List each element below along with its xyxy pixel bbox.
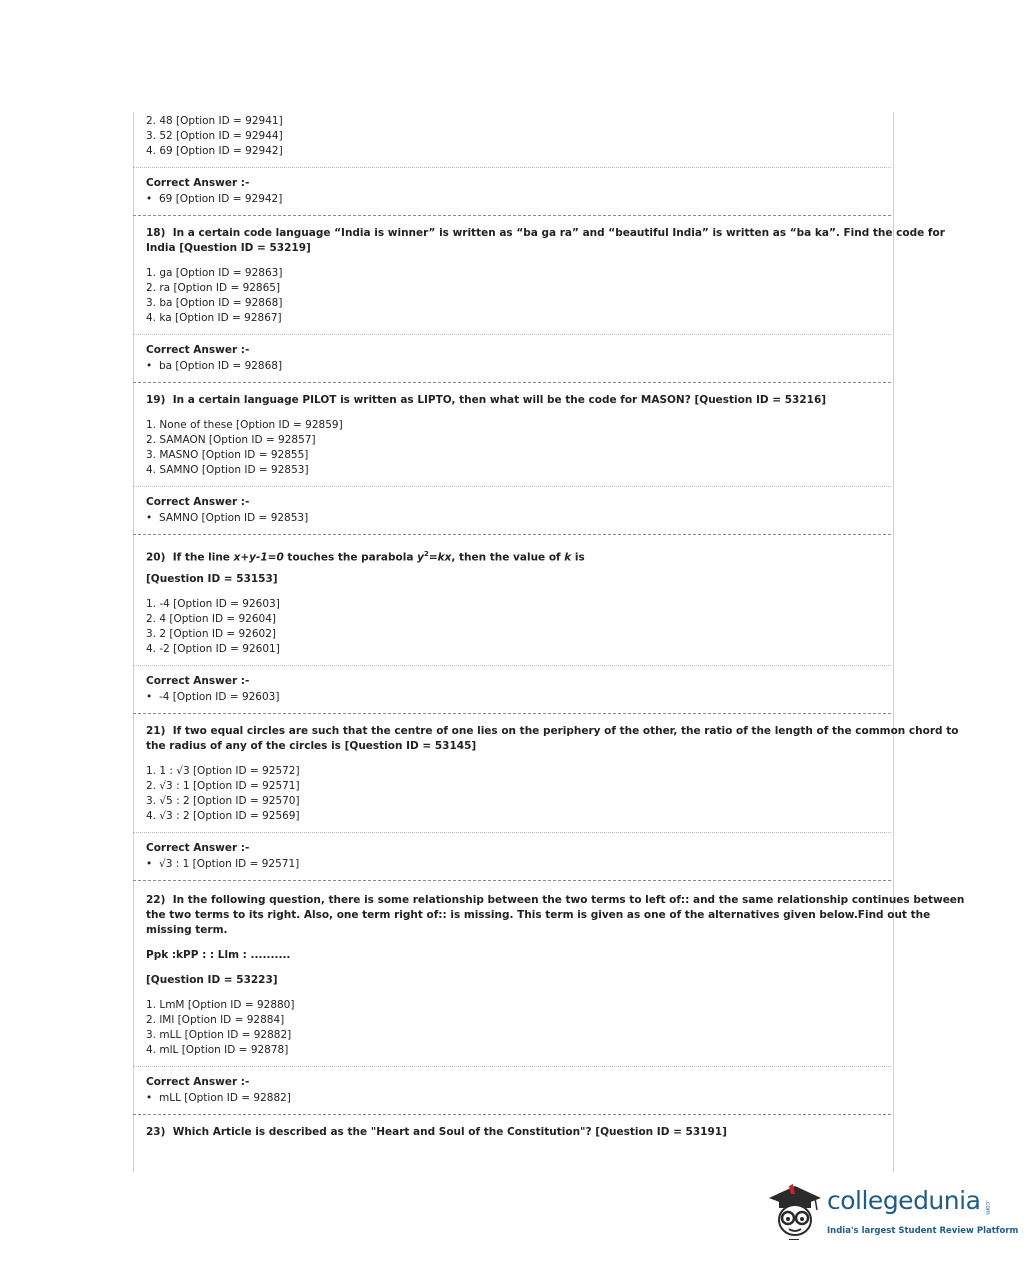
question-separator <box>133 713 891 714</box>
option: 1. None of these [Option ID = 92859] <box>146 419 343 431</box>
question-id: [Question ID = 53223] <box>146 974 278 986</box>
question-id: [Question ID = 53153] <box>146 573 278 585</box>
bullet-icon: • <box>146 360 153 372</box>
q22-options <box>146 998 878 1058</box>
option: 2. lMl [Option ID = 92884] <box>146 1014 285 1026</box>
question-number: 23) <box>146 1126 166 1138</box>
option: 2. ra [Option ID = 92865] <box>146 282 281 294</box>
brand-name: collegedunia <box>827 1186 981 1215</box>
q19-options <box>146 418 878 478</box>
question-19 <box>146 393 878 408</box>
option: 3. mLL [Option ID = 92882] <box>146 1029 292 1041</box>
correct-answer: • mLL [Option ID = 92882] <box>146 1092 291 1104</box>
option: 3. MASNO [Option ID = 92855] <box>146 449 309 461</box>
q20-options <box>146 597 878 657</box>
bullet-icon: • <box>146 193 153 205</box>
bullet-icon: • <box>146 858 153 870</box>
correct-answer: • ba [Option ID = 92868] <box>146 360 283 372</box>
collegedunia-logo <box>765 1176 1019 1246</box>
bullet-icon: • <box>146 1092 153 1104</box>
correct-answer-label: Correct Answer :- <box>146 842 250 854</box>
question-23 <box>146 1125 878 1140</box>
option: 2. 4 [Option ID = 92604] <box>146 613 277 625</box>
correct-answer: • 69 [Option ID = 92942] <box>146 193 283 205</box>
question-text: the two terms to its right. Also, one term right of:: is missing. This term is given as one of the alternatives given below.Find out the <box>146 909 931 921</box>
question-separator <box>133 880 891 881</box>
q18-options <box>146 266 878 326</box>
divider <box>133 832 891 833</box>
correct-answer-label: Correct Answer :- <box>146 1076 250 1088</box>
correct-answer-label: Correct Answer :- <box>146 344 250 356</box>
divider <box>133 486 891 487</box>
divider <box>133 334 891 335</box>
question-number: 19) <box>146 394 166 406</box>
brand-tagline: India's largest Student Review Platform <box>827 1226 1019 1236</box>
question-18 <box>146 226 945 256</box>
question-number: 21) <box>146 725 166 737</box>
option: 3. 2 [Option ID = 92602] <box>146 628 277 640</box>
analogy: Ppk :kPP : : Llm : .......... <box>146 949 291 961</box>
correct-answer-label: Correct Answer :- <box>146 496 250 508</box>
correct-answer: • SAMNO [Option ID = 92853] <box>146 512 309 524</box>
question-separator <box>133 382 891 383</box>
bullet-icon: • <box>146 512 153 524</box>
option: 4. √3 : 2 [Option ID = 92569] <box>146 810 300 822</box>
option: 3. ba [Option ID = 92868] <box>146 297 283 309</box>
option: 4. 69 [Option ID = 92942] <box>146 145 283 157</box>
option: 4. SAMNO [Option ID = 92853] <box>146 464 309 476</box>
option: 3. √5 : 2 [Option ID = 92570] <box>146 795 300 807</box>
question-text: In a certain language PILOT is written as LIPTO, then what will be the code for MASON? [Question ID = 53216] <box>172 394 827 406</box>
question-text: Which Article is described as the "Heart and Soul of the Constitution"? [Question ID = 53191] <box>172 1126 727 1138</box>
option: 4. -2 [Option ID = 92601] <box>146 643 280 655</box>
mascot-icon <box>765 1180 825 1240</box>
option: 1. 1 : √3 [Option ID = 92572] <box>146 765 300 777</box>
option: 2. 48 [Option ID = 92941] <box>146 115 283 127</box>
question-text: If two equal circles are such that the centre of one lies on the periphery of the other, the ratio of the length of the common chord to <box>172 725 959 737</box>
option: 4. ka [Option ID = 92867] <box>146 312 282 324</box>
option: 1. LmM [Option ID = 92880] <box>146 999 295 1011</box>
correct-answer-label: Correct Answer :- <box>146 177 250 189</box>
question-text: In the following question, there is some relationship between the two terms to left of:: and the same relationship continues between <box>172 894 965 906</box>
question-text: missing term. <box>146 924 228 936</box>
divider <box>133 1066 891 1067</box>
question-22 <box>146 893 965 988</box>
question-text: In a certain code language “India is winner” is written as “ba ga ra” and “beautiful India” is written as “ba ka”. Find the code for <box>172 227 945 239</box>
question-number: 20) <box>146 551 166 564</box>
option: 1. ga [Option ID = 92863] <box>146 267 283 279</box>
question-text: the radius of any of the circles is [Question ID = 53145] <box>146 740 477 752</box>
q21-options <box>146 764 878 824</box>
correct-answer-label: Correct Answer :- <box>146 675 250 687</box>
question-text: India [Question ID = 53219] <box>146 242 311 254</box>
brand-suffix: .com <box>984 1200 991 1215</box>
option: 2. √3 : 1 [Option ID = 92571] <box>146 780 300 792</box>
option: 2. SAMAON [Option ID = 92857] <box>146 434 316 446</box>
question-separator <box>133 215 891 216</box>
question-21 <box>146 724 959 754</box>
q17-options <box>146 114 878 159</box>
bullet-icon: • <box>146 691 153 703</box>
question-paper <box>146 114 965 1140</box>
question-separator <box>133 1114 891 1115</box>
question-separator <box>133 534 891 535</box>
divider <box>133 665 891 666</box>
question-number: 22) <box>146 894 166 906</box>
divider <box>133 167 891 168</box>
correct-answer: • √3 : 1 [Option ID = 92571] <box>146 858 300 870</box>
question-20: 20) If the line x+y-1=0 touches the parabola $y^2=kx$, then the value of k is [Question ID = 53153] <box>146 547 878 587</box>
correct-answer: • -4 [Option ID = 92603] <box>146 691 280 703</box>
option: 4. mlL [Option ID = 92878] <box>146 1044 289 1056</box>
question-number: 18) <box>146 227 166 239</box>
option: 3. 52 [Option ID = 92944] <box>146 130 283 142</box>
option: 1. -4 [Option ID = 92603] <box>146 598 280 610</box>
